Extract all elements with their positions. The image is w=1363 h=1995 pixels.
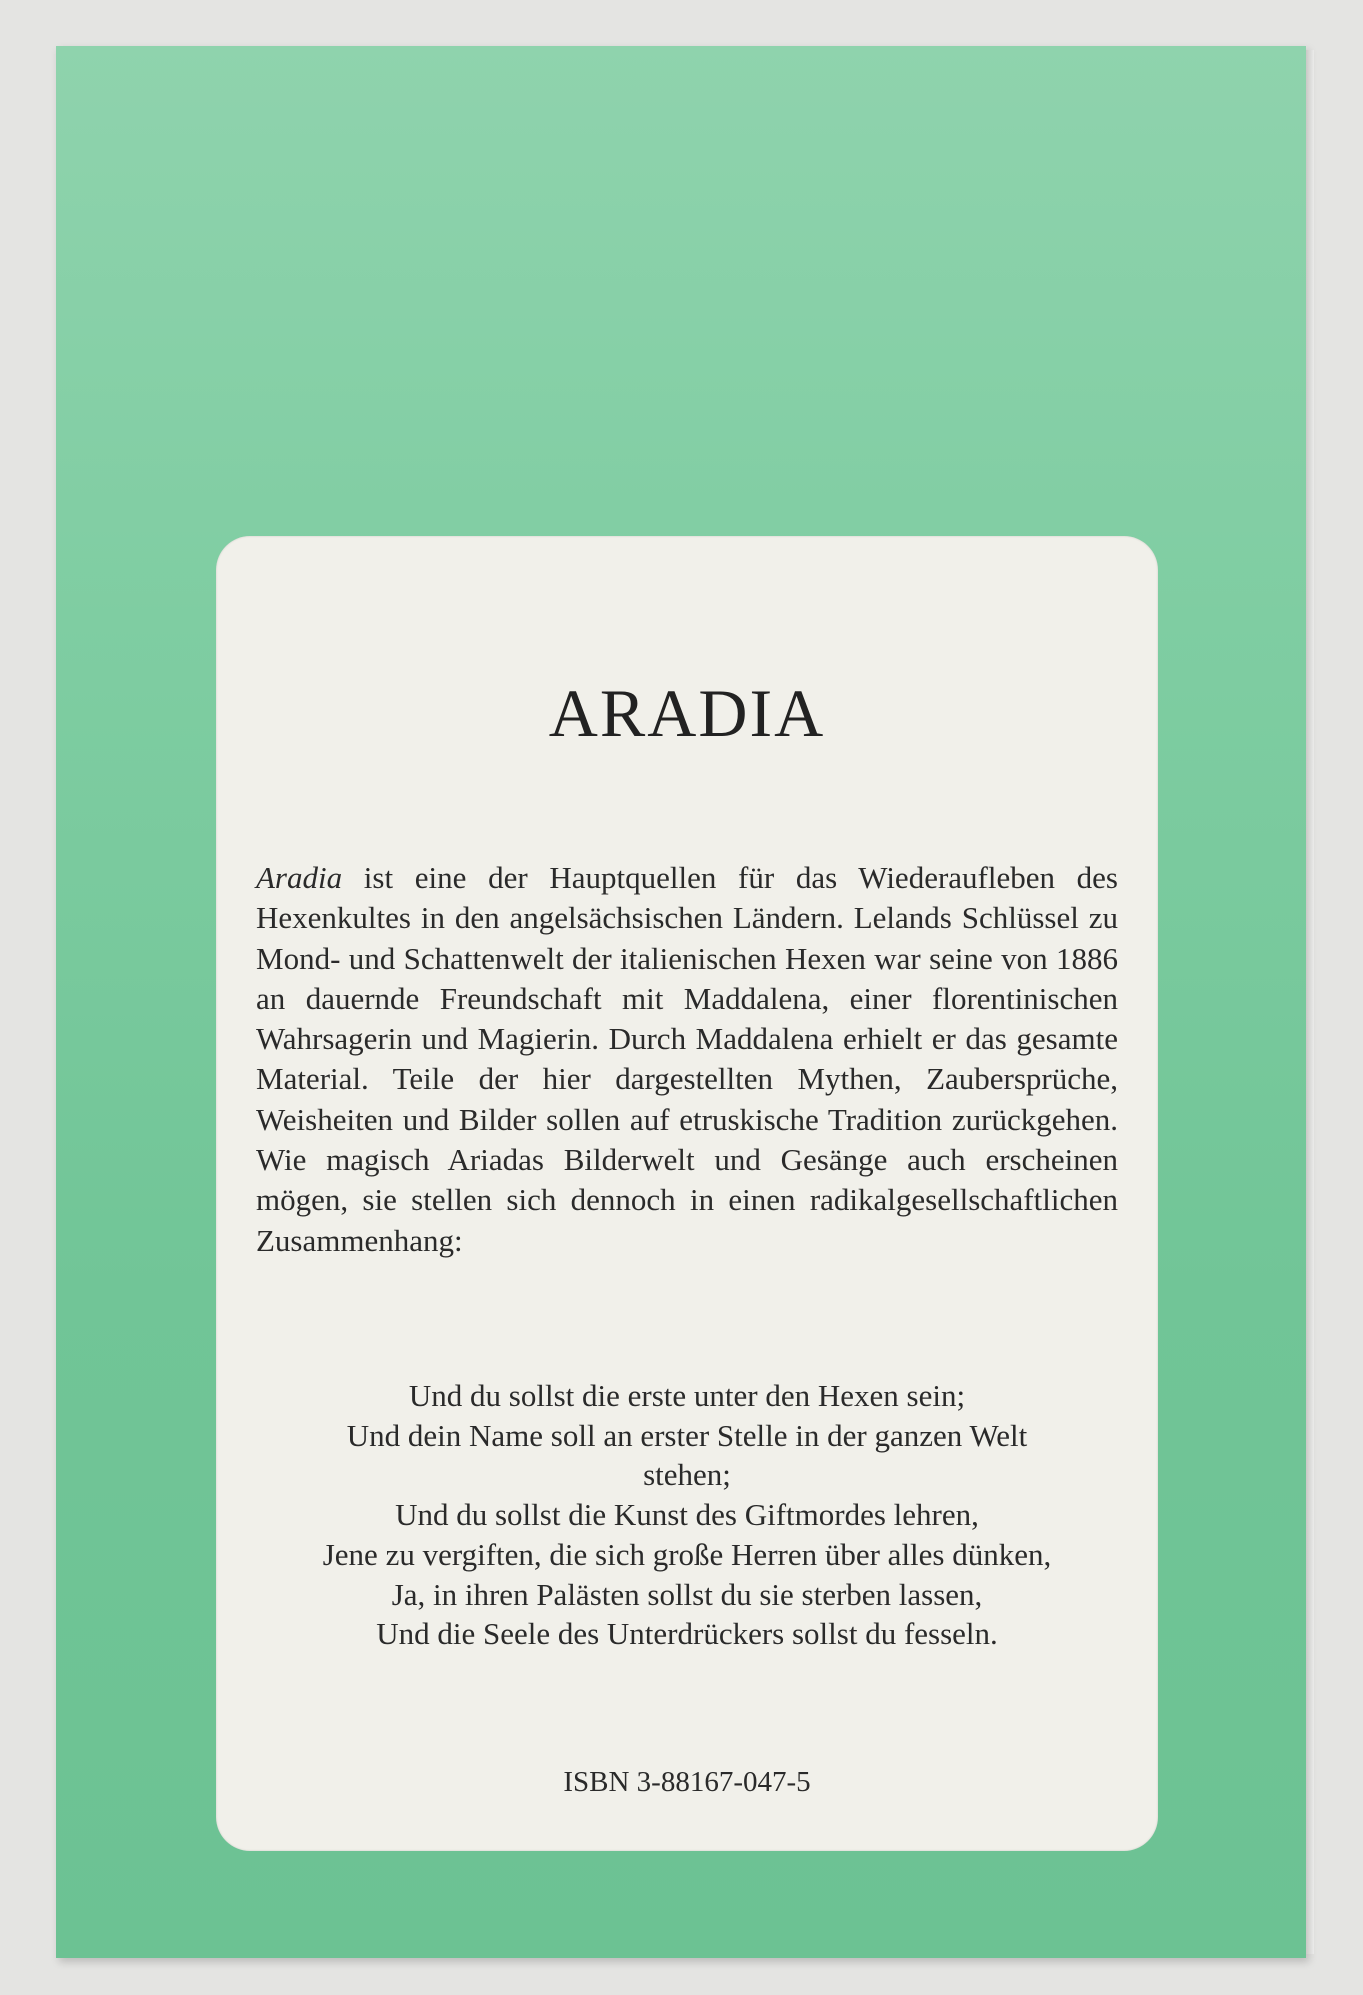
poem-line: Ja, in ihren Palästen sollst du sie sterben lassen, <box>391 1576 983 1612</box>
poem-line: Und die Seele des Unterdrückers sollst du fesseln. <box>376 1616 998 1652</box>
book-title: ARADIA <box>548 675 826 751</box>
description-paragraph <box>256 858 1118 1261</box>
isbn-number: ISBN 3-88167-047-5 <box>563 1766 811 1798</box>
poem-line: Und du sollst die erste unter den Hexen sein; <box>408 1378 966 1413</box>
poem-line: Jene zu vergiften, die sich große Herren über alles dünken, <box>322 1536 1052 1572</box>
poem-excerpt <box>256 1376 1118 1654</box>
poem-line: stehen; <box>643 1457 731 1493</box>
description-body: ist eine der Hauptquellen für das Wiederaufleben des Hexenkultes in den angelsächsischen Ländern. Lelands Schlüssel zu Mond- und Schattenwelt der italienischen Hexen war seine von 1886 an dauernde Freundschaft mit Maddalena, einer florentinischen Wahrsagerin und Magierin. Durch Maddalena erhielt er das gesamte Material. Teile der hier dargestellten Mythen, Zaubersprüche, Weisheiten und Bilder sollen auf etruskische Tradition zurückgehen. Wie magisch Ariadas Bilderwelt und Gesänge auch erscheinen mögen, sie stellen sich dennoch in einen radikalgesellschaftlichen Zusammenhang: <box>256 860 1118 1258</box>
poem-line: Und du sollst die Kunst des Giftmordes lehren, <box>395 1497 979 1533</box>
poem-line: Und dein Name soll an erster Stelle in der ganzen Welt <box>346 1417 1028 1453</box>
text-panel <box>216 536 1158 1851</box>
description-lead-title: Aradia <box>256 860 343 895</box>
book-back-cover <box>56 46 1306 1958</box>
